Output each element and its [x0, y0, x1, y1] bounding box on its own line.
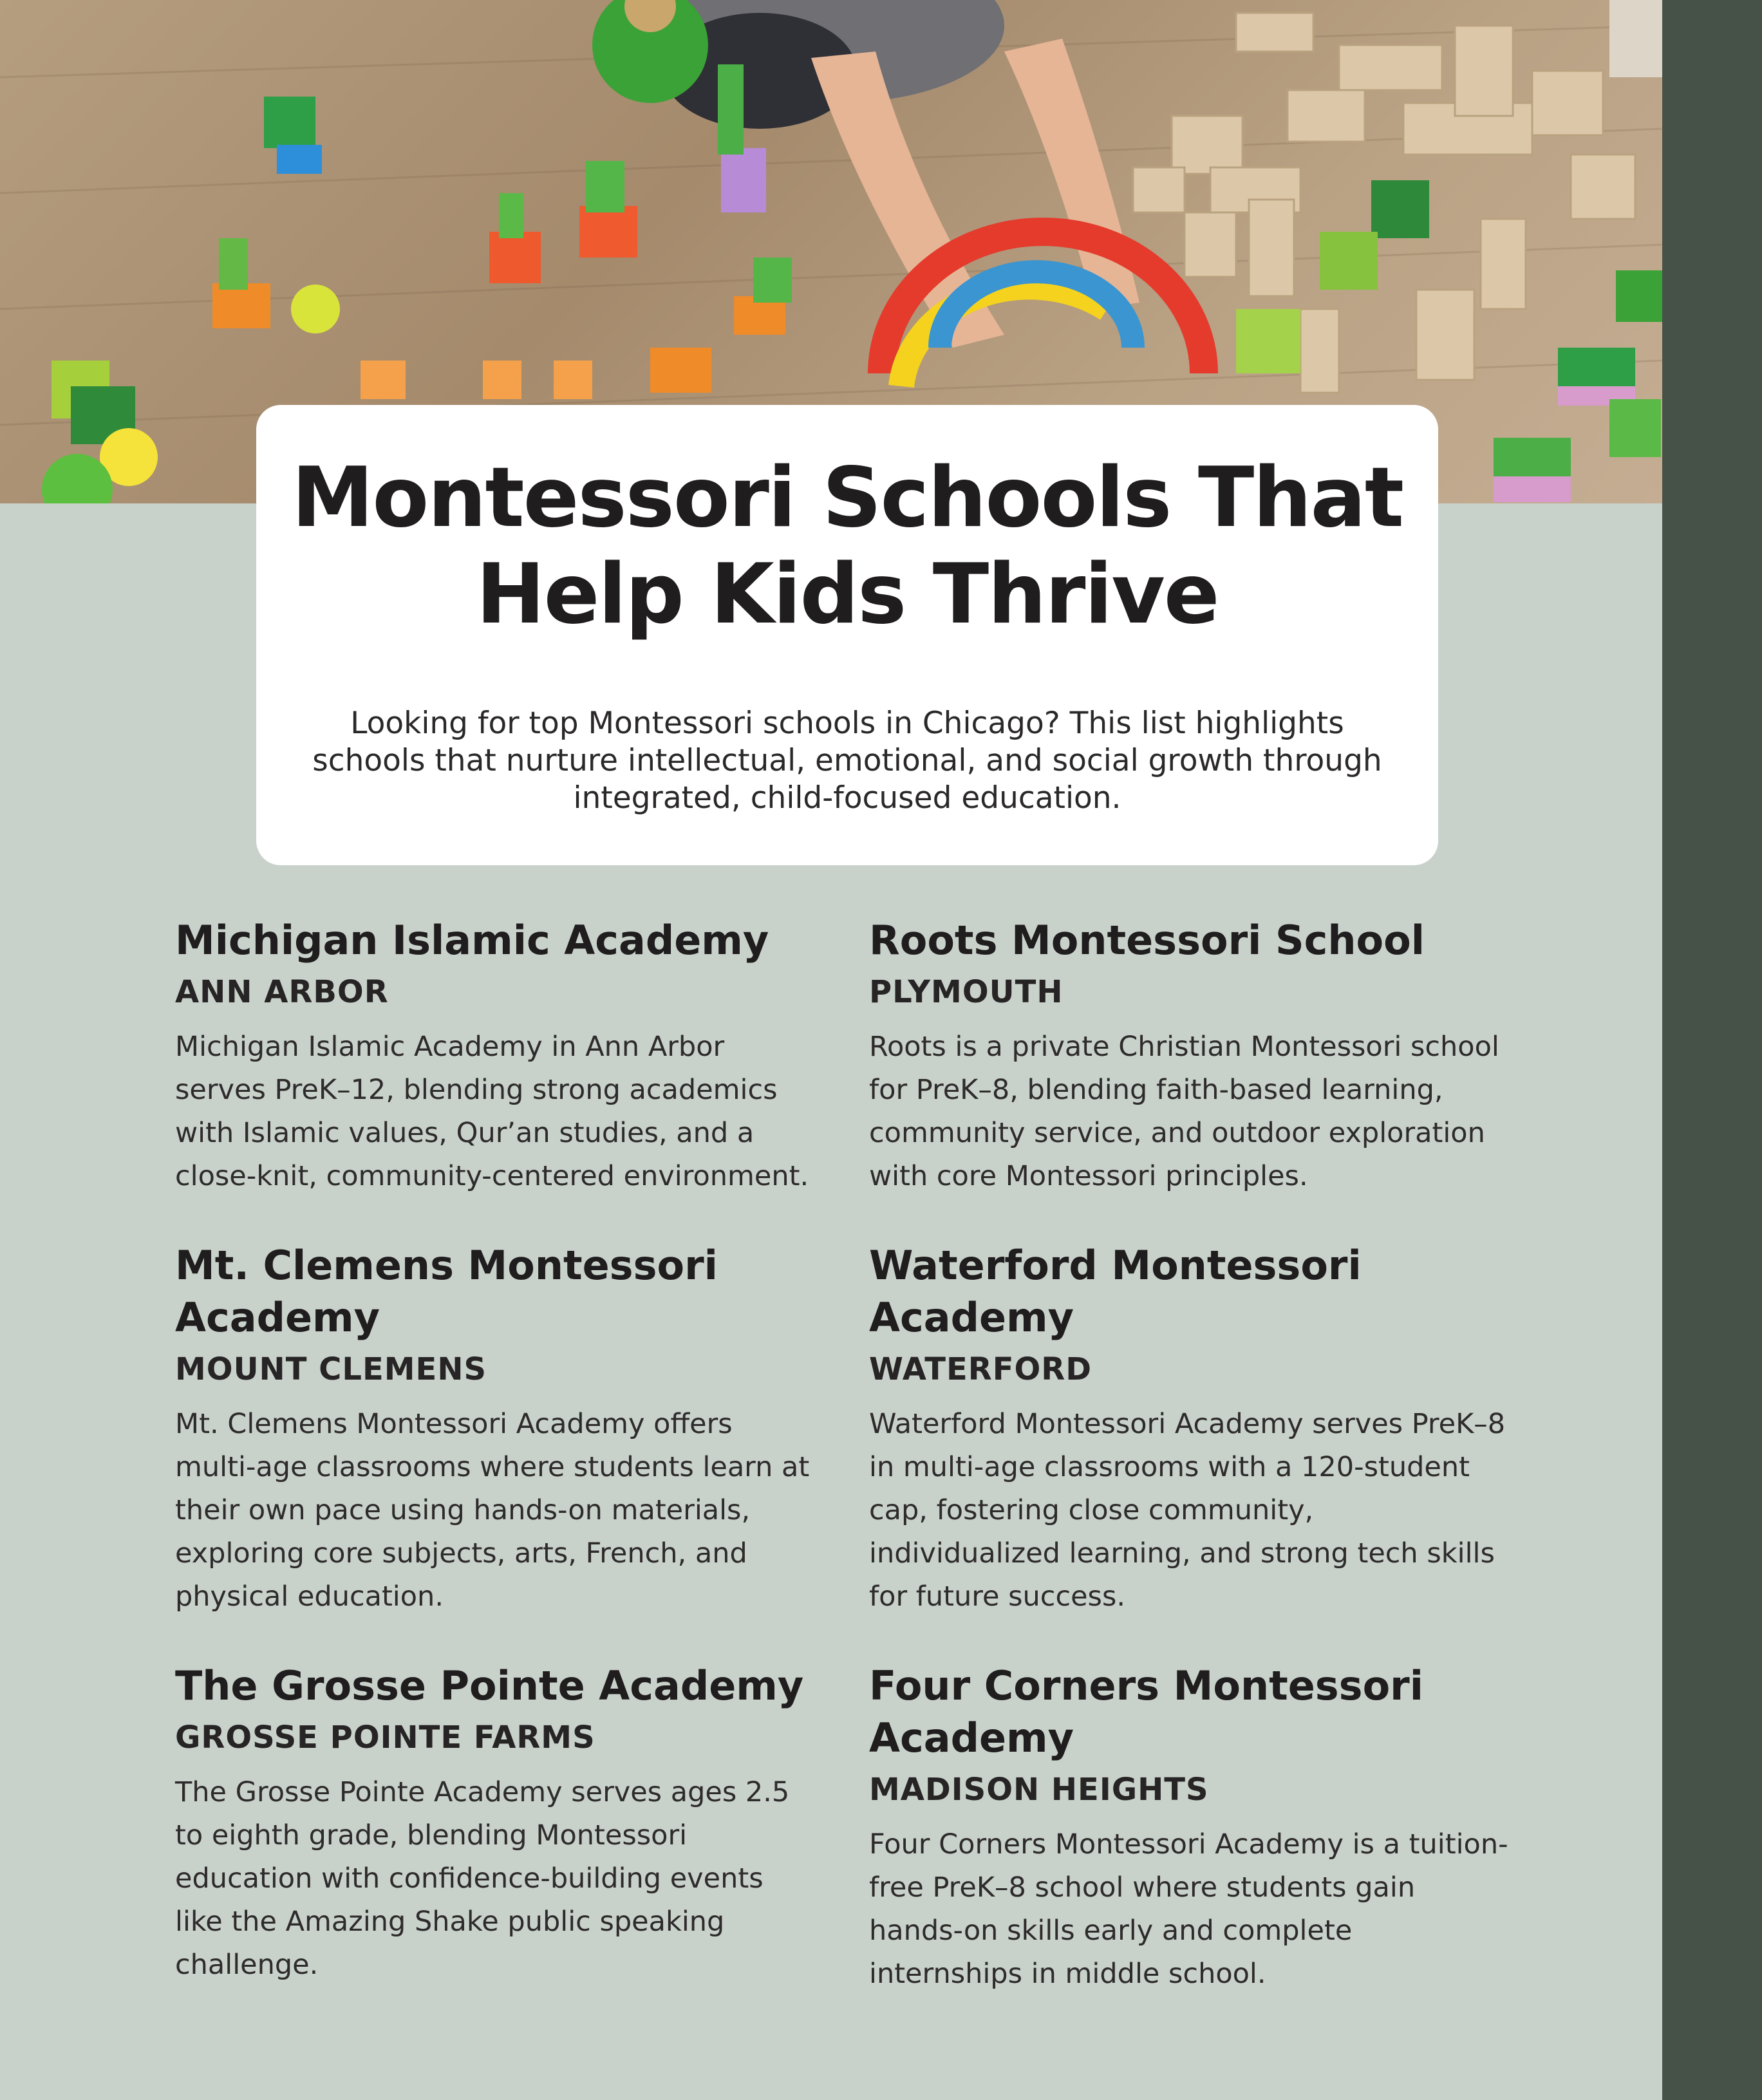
school-city: ANN ARBOR — [175, 974, 389, 1010]
school-city: MOUNT CLEMENS — [175, 1351, 487, 1387]
school-city: WATERFORD — [869, 1351, 1092, 1387]
page-subtitle: Looking for top Montessori schools in Chicago? This list highlights schools that nurture intellectual, emotional, and social growth through integrated, child-focused education. — [312, 706, 1382, 816]
title-card — [256, 405, 1438, 865]
page-title — [256, 450, 1438, 643]
school-name: Roots Montessori School — [869, 917, 1425, 964]
school-entry — [175, 1239, 819, 1618]
school-entry — [175, 1660, 819, 1987]
school-city: MADISON HEIGHTS — [869, 1772, 1209, 1808]
school-entry — [869, 1660, 1513, 1996]
schools-column-left — [175, 914, 819, 2028]
school-entry — [869, 914, 1513, 1198]
school-name: Mt. Clemens Montessori Academy — [175, 1242, 718, 1341]
school-description: Michigan Islamic Academy in Ann Arbor serves PreK–12, blending strong academics with Islamic values, Qur’an studies, and a close-knit, community-centered environment. — [175, 1031, 809, 1192]
school-name: Waterford Montessori Academy — [869, 1242, 1362, 1341]
schools-column-right — [869, 914, 1513, 2037]
school-entry — [869, 1239, 1513, 1618]
school-description: Four Corners Montessori Academy is a tuition-free PreK–8 school where students gain hands-on skills early and complete internships in middle school. — [869, 1828, 1508, 1990]
school-description: Mt. Clemens Montessori Academy offers multi-age classrooms where students learn at their own pace using hands-on materials, exploring core subjects, arts, French, and physical education. — [175, 1408, 810, 1613]
school-description: Waterford Montessori Academy serves PreK–8 in multi-age classrooms with a 120-student cap, fostering close community, individualized learning, and strong tech skills for future success. — [869, 1408, 1506, 1613]
school-name: Four Corners Montessori Academy — [869, 1662, 1424, 1761]
page-title-line-2: Help Kids Thrive — [476, 547, 1219, 642]
right-side-bar — [1662, 0, 1762, 2100]
school-city: GROSSE POINTE FARMS — [175, 1720, 595, 1756]
school-name: Michigan Islamic Academy — [175, 917, 769, 964]
school-description: Roots is a private Christian Montessori school for PreK–8, blending faith-based learning, community service, and outdoor exploration with core Montessori principles. — [869, 1031, 1499, 1192]
page-title-line-1: Montessori Schools That — [292, 450, 1403, 546]
school-entry — [175, 914, 819, 1198]
school-city: PLYMOUTH — [869, 974, 1064, 1010]
school-description: The Grosse Pointe Academy serves ages 2.5 to eighth grade, blending Montessori education with confidence-building events like the Amazing Shake public speaking challenge. — [175, 1776, 790, 1981]
school-name: The Grosse Pointe Academy — [175, 1662, 804, 1709]
